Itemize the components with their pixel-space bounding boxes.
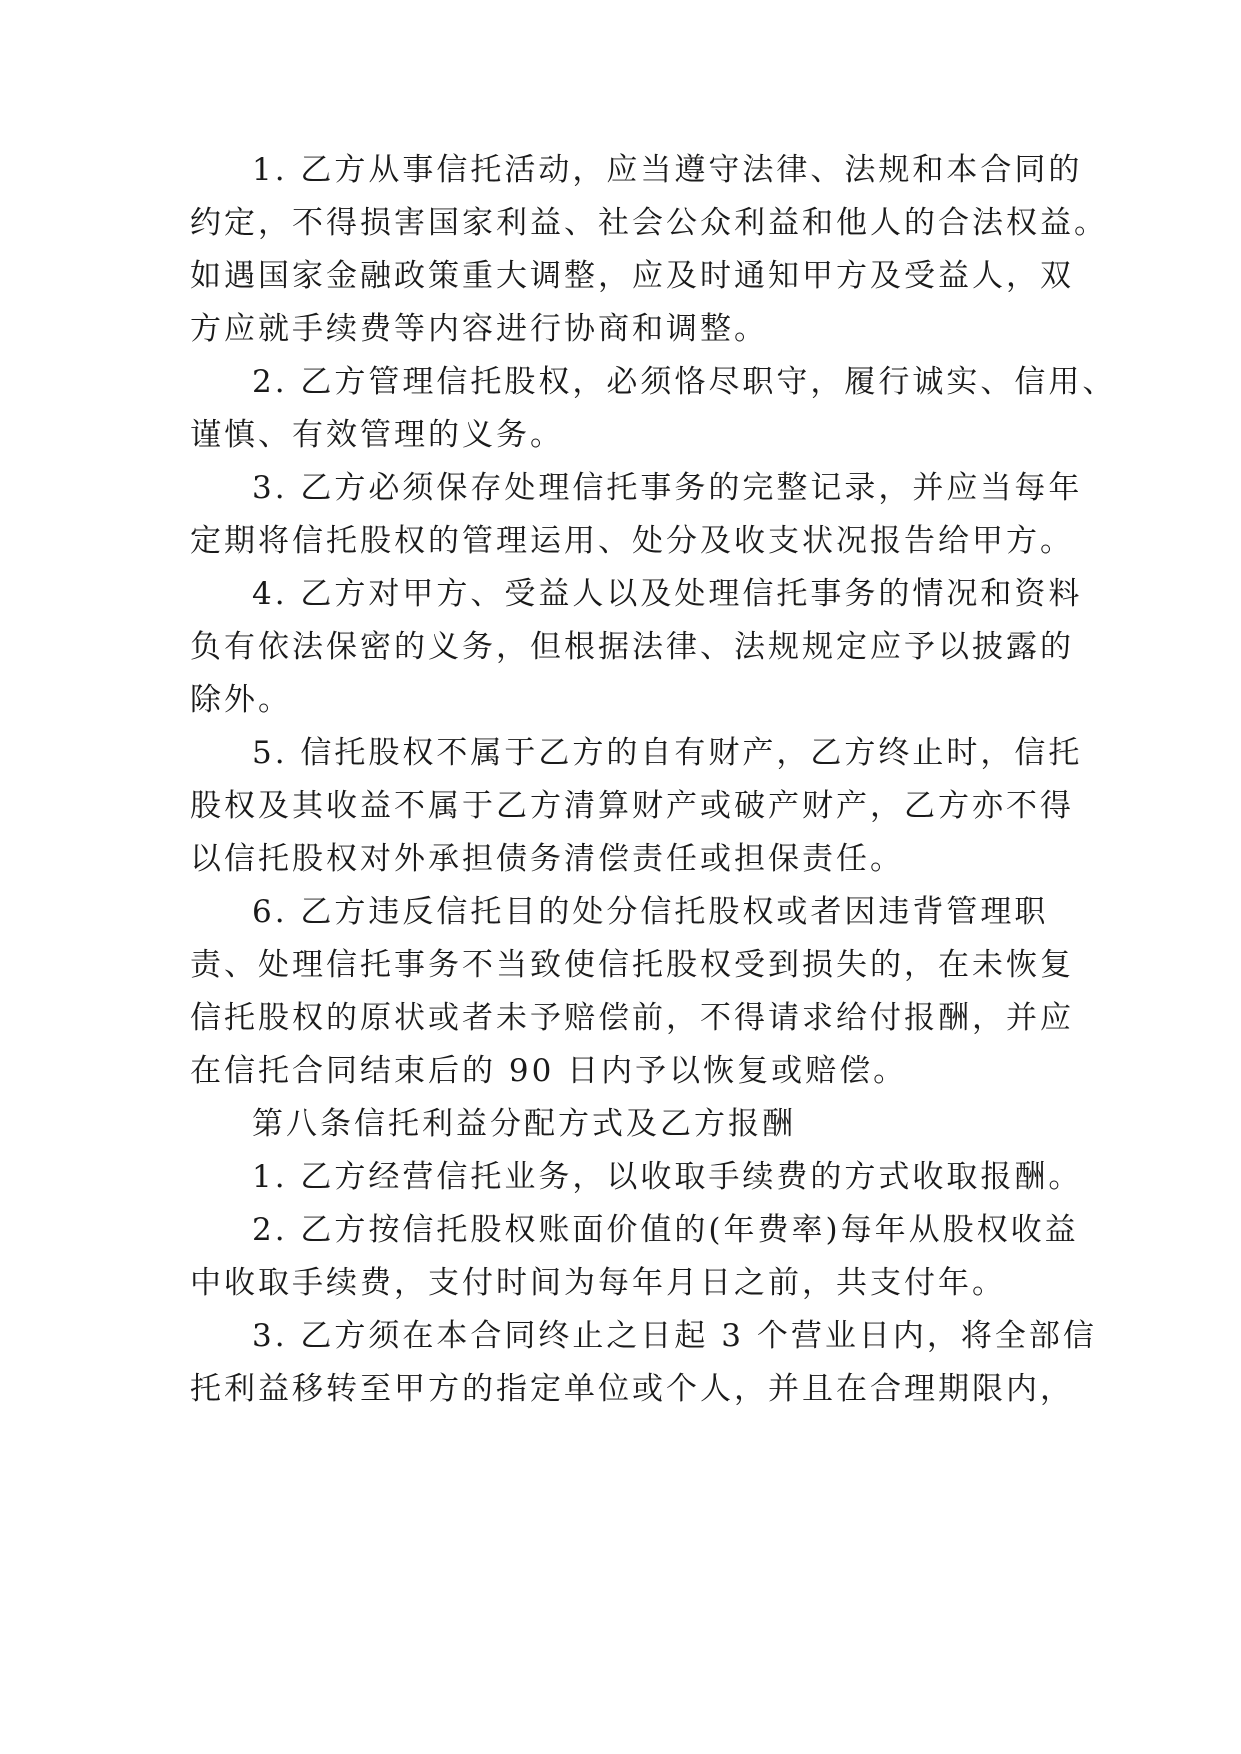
paragraph-1-line-2: 约定，不得损害国家利益、社会公众利益和他人的合法权益。 <box>190 205 1108 241</box>
paragraph-4-line-1: 4. 乙方对甲方、受益人以及处理信托事务的情况和资料 <box>252 576 1083 612</box>
paragraph-1-line-3: 如遇国家金融政策重大调整，应及时通知甲方及受益人，双 <box>190 258 1074 294</box>
paragraph-6-line-1: 6. 乙方违反信托目的处分信托股权或者因违背管理职 <box>252 894 1049 930</box>
paragraph-3-line-1: 3. 乙方必须保存处理信托事务的完整记录，并应当每年 <box>252 470 1083 506</box>
paragraph-2-line-1: 2. 乙方管理信托股权，必须恪尽职守，履行诚实、信用、 <box>252 364 1117 400</box>
paragraph-3-line-2: 定期将信托股权的管理运用、处分及收支状况报告给甲方。 <box>190 523 1074 559</box>
paragraph-6-line-4: 在信托合同结束后的 90 日内予以恢复或赔偿。 <box>190 1053 908 1089</box>
paragraph-1-line-1: 1. 乙方从事信托活动，应当遵守法律、法规和本合同的 <box>252 152 1083 188</box>
paragraph-4-line-3: 除外。 <box>190 682 292 718</box>
section-heading-article-8: 第八条信托利益分配方式及乙方报酬 <box>252 1106 796 1142</box>
paragraph-10-line-2: 托利益移转至甲方的指定单位或个人，并且在合理期限内， <box>190 1371 1074 1407</box>
paragraph-10-line-1: 3. 乙方须在本合同终止之日起 3 个营业日内，将全部信 <box>252 1318 1097 1354</box>
paragraph-5-line-2: 股权及其收益不属于乙方清算财产或破产财产，乙方亦不得 <box>190 788 1074 824</box>
paragraph-9-line-2: 中收取手续费，支付时间为每年月日之前，共支付年。 <box>190 1265 1006 1301</box>
paragraph-1-line-4: 方应就手续费等内容进行协商和调整。 <box>190 311 768 347</box>
paragraph-4-line-2: 负有依法保密的义务，但根据法律、法规规定应予以披露的 <box>190 629 1074 665</box>
paragraph-8-line-1: 1. 乙方经营信托业务，以收取手续费的方式收取报酬。 <box>252 1159 1083 1195</box>
paragraph-6-line-2: 责、处理信托事务不当致使信托股权受到损失的，在未恢复 <box>190 947 1074 983</box>
paragraph-5-line-1: 5. 信托股权不属于乙方的自有财产，乙方终止时，信托 <box>252 735 1083 771</box>
paragraph-6-line-3: 信托股权的原状或者未予赔偿前，不得请求给付报酬，并应 <box>190 1000 1074 1036</box>
paragraph-9-line-1: 2. 乙方按信托股权账面价值的(年费率)每年从股权收益 <box>252 1212 1079 1248</box>
paragraph-5-line-3: 以信托股权对外承担债务清偿责任或担保责任。 <box>190 841 904 877</box>
paragraph-2-line-2: 谨慎、有效管理的义务。 <box>190 417 564 453</box>
